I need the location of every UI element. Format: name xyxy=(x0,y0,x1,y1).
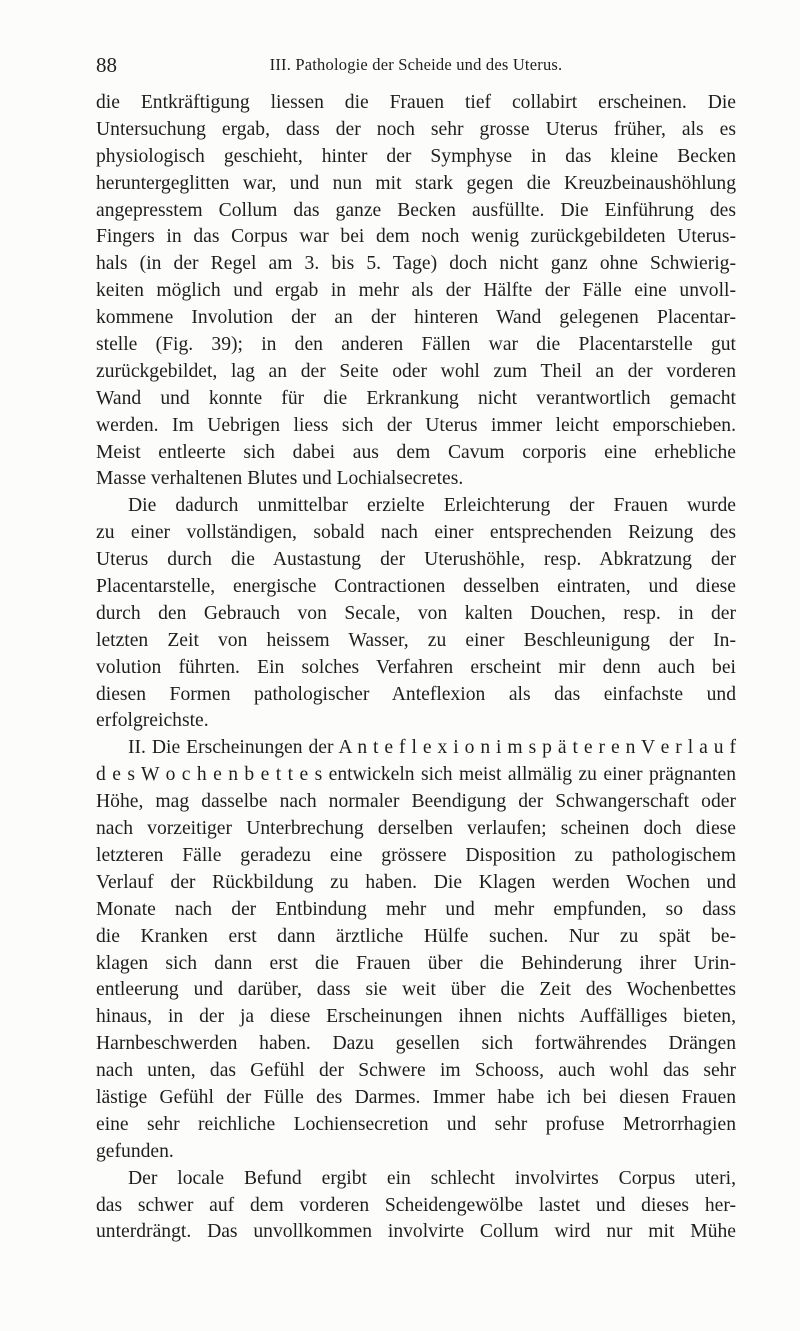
text-line: d e s W o c h e n b e t t e s entwickeln sich meist allmälig zu einer prägnanten xyxy=(96,764,736,786)
text-line: letzten Zeit von heissem Wasser, zu einer Beschleunigung der In- xyxy=(96,629,736,651)
text-line: erfolgreichste. xyxy=(96,710,209,732)
text-line: Die dadurch unmittelbar erzielte Erleichterung der Frauen wurde xyxy=(128,495,736,517)
text-line: Harnbeschwerden haben. Dazu gesellen sich fortwährendes Drängen xyxy=(96,1033,736,1055)
body-text xyxy=(96,90,736,1246)
text-line: Verlauf der Rückbildung zu haben. Die Klagen werden Wochen und xyxy=(96,871,736,893)
running-head: III. Pathologie der Scheide und des Uterus. xyxy=(269,55,563,74)
text-line: Placentarstelle, energische Contractionen desselben eintraten, und diese xyxy=(96,576,736,598)
text-line: Wand und konnte für die Erkrankung nicht verantwortlich gemacht xyxy=(96,387,736,409)
text-line: diesen Formen pathologischer Anteflexion als das einfachste und xyxy=(96,683,736,705)
text-line: hinaus, in der ja diese Erscheinungen ihnen nichts Auffälliges bieten, xyxy=(96,1006,736,1028)
text-line: physiologisch geschieht, hinter der Symphyse in das kleine Becken xyxy=(96,145,736,167)
text-line: klagen sich dann erst die Frauen über die Behinderung ihrer Urin- xyxy=(96,952,736,974)
text-line: II. Die Erscheinungen der A n t e f l e x i o n i m s p ä t e r e n V e r l a u f xyxy=(128,737,736,759)
text-line: eine sehr reichliche Lochiensecretion und sehr profuse Metrorrhagien xyxy=(96,1113,736,1135)
text-line: das schwer auf dem vorderen Scheidengewölbe lastet und dieses her- xyxy=(96,1194,736,1216)
text-line: keiten möglich und ergab in mehr als der Hälfte der Fälle eine unvoll- xyxy=(96,280,736,302)
text-line: unterdrängt. Das unvollkommen involvirte Collum wird nur mit Mühe xyxy=(96,1221,736,1243)
text-line: kommene Involution der an der hinteren Wand gelegenen Placentar- xyxy=(96,307,736,329)
text-line: stelle (Fig. 39); in den anderen Fällen war die Placentarstelle gut xyxy=(96,334,736,356)
text-line: Masse verhaltenen Blutes und Lochialsecretes. xyxy=(96,468,464,490)
text-line: Untersuchung ergab, dass der noch sehr grosse Uterus früher, als es xyxy=(96,118,736,140)
text-line: entleerung und darüber, dass sie weit über die Zeit des Wochenbettes xyxy=(96,979,736,1001)
text-line: zu einer vollständigen, sobald nach einer entsprechenden Reizung des xyxy=(96,522,736,544)
text-line: Monate nach der Entbindung mehr und mehr empfunden, so dass xyxy=(96,898,736,920)
page-header xyxy=(96,52,736,78)
text-line: heruntergeglitten war, und nun mit stark gegen die Kreuzbeinaushöhlung xyxy=(96,172,736,194)
text-line: nach unten, das Gefühl der Schwere im Schooss, auch wohl das sehr xyxy=(96,1060,736,1082)
text-line: hals (in der Regel am 3. bis 5. Tage) doch nicht ganz ohne Schwierig- xyxy=(96,253,736,275)
text-line: Meist entleerte sich dabei aus dem Cavum corporis eine erhebliche xyxy=(96,441,736,463)
text-line: nach vorzeitiger Unterbrechung derselben verlaufen; scheinen doch diese xyxy=(96,818,736,840)
text-line: durch den Gebrauch von Secale, von kalten Douchen, resp. in der xyxy=(96,602,736,624)
text-line: lästige Gefühl der Fülle des Darmes. Immer habe ich bei diesen Frauen xyxy=(96,1086,736,1108)
text-line: die Entkräftigung liessen die Frauen tief collabirt erscheinen. Die xyxy=(96,92,736,113)
text-line: die Kranken erst dann ärztliche Hülfe suchen. Nur zu spät be- xyxy=(96,925,736,947)
text-line: werden. Im Uebrigen liess sich der Uterus immer leicht emporschieben. xyxy=(96,414,736,436)
text-line: Uterus durch die Austastung der Uterushöhle, resp. Abkratzung der xyxy=(96,549,736,571)
text-line: letzteren Fälle geradezu eine grössere Disposition zu pathologischem xyxy=(96,844,736,866)
text-line: Höhe, mag dasselbe nach normaler Beendigung der Schwangerschaft oder xyxy=(96,791,736,813)
text-line: volution führten. Ein solches Verfahren erscheint mir denn auch bei xyxy=(96,656,736,678)
text-line: angepresstem Collum das ganze Becken ausfüllte. Die Einführung des xyxy=(96,199,736,221)
text-line: Der locale Befund ergibt ein schlecht involvirtes Corpus uteri, xyxy=(128,1167,736,1189)
text-line: gefunden. xyxy=(96,1140,174,1162)
text-line: Fingers in das Corpus war bei dem noch wenig zurückgebildeten Uterus- xyxy=(96,226,736,248)
page-number: 88 xyxy=(96,53,117,77)
text-line: zurückgebildet, lag an der Seite oder wohl zum Theil an der vorderen xyxy=(96,360,736,382)
